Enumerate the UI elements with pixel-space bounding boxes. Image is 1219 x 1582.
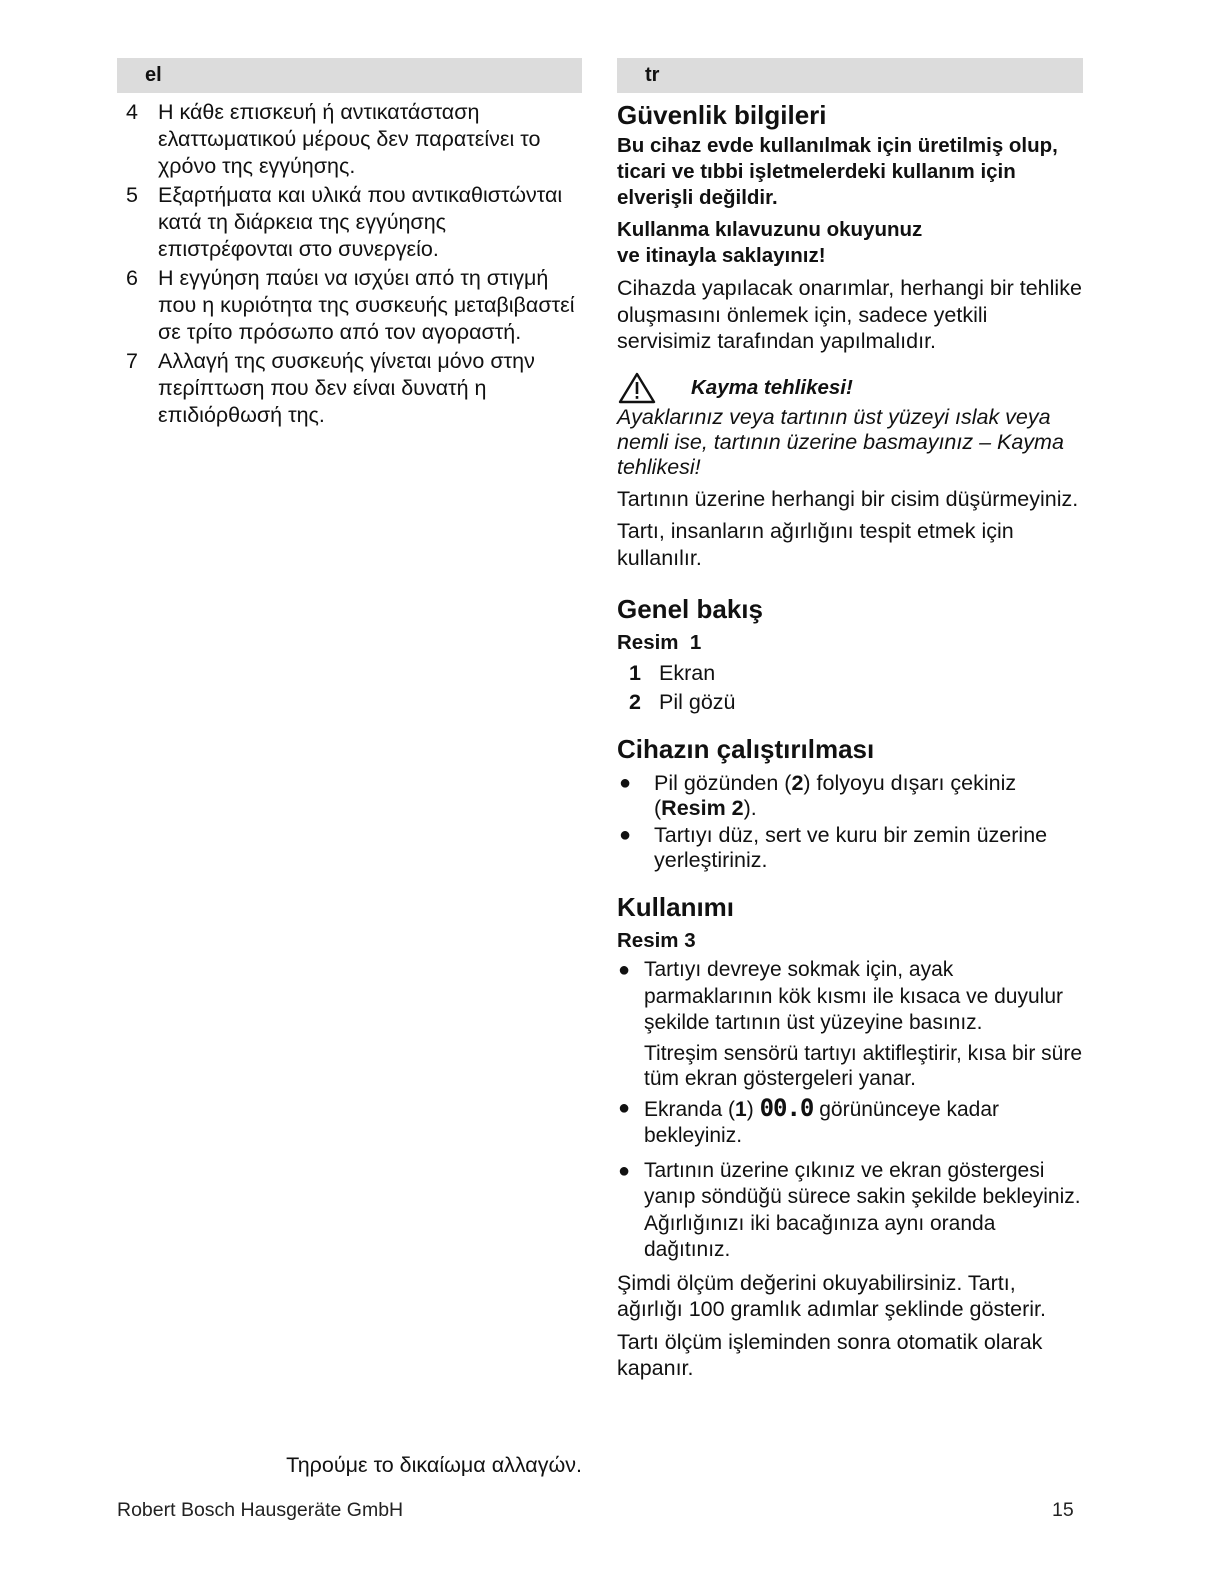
item-text: Η κάθε επισκευή ή αντικατάσταση ελαττωματικού μέρους δεν παρατείνει το χρόνο της εγγύησης. <box>158 100 541 178</box>
warning-triangle-icon <box>617 371 657 405</box>
bullet-text: Ekranda (1) 00.0 görününceye kadar bekleyiniz. <box>644 1093 1000 1147</box>
item-number: 4 <box>126 100 138 124</box>
list-item <box>617 957 1083 1037</box>
language-tab-tr: tr <box>617 58 1083 93</box>
legend-item <box>617 688 1083 717</box>
bullet-text: Pil gözünden (2) folyoyu dışarı çekiniz (Resim 2). <box>654 771 1017 820</box>
bullet-text: Tartıyı düz, sert ve kuru bir zemin üzerine yerleştiriniz. <box>654 823 1048 872</box>
lcd-display-value: 00.0 <box>759 1093 814 1122</box>
warranty-list <box>117 99 582 429</box>
safety-paragraph: Tartı, insanların ağırlığını tespit etmek için kullanılır. <box>617 519 1014 570</box>
bullet-icon: ● <box>618 1096 631 1119</box>
legend-label: Ekran <box>659 661 716 685</box>
repair-paragraph: Cihazda yapılacak onarımlar, herhangi bir tehlike oluşmasını önlemek için, sadece yetkili servisimiz tarafından yapılmalıdır. <box>617 276 1082 353</box>
figure-label: Resim 1 <box>617 631 702 654</box>
list-item <box>117 265 582 346</box>
safety-paragraph: Tartının üzerine herhangi bir cisim düşürmeyiniz. <box>617 486 1079 511</box>
bullet-icon: ● <box>618 1159 631 1182</box>
bullet-icon: ● <box>619 772 632 794</box>
warning-title: Kayma tehlikesi! <box>691 375 853 399</box>
item-number: 5 <box>126 183 138 207</box>
bullet-text: Tartıyı devreye sokmak için, ayak parmaklarının kök kısmı ile kısaca ve duyulur şekilde tartının üst yüzeyine basınız. <box>644 958 1063 1034</box>
list-item <box>617 771 1083 821</box>
legend-item <box>617 659 1083 688</box>
manual-note-line1: Kullanma kılavuzunu okuyunuz <box>617 218 923 241</box>
usage-paragraph: Tartı ölçüm işleminden sonra otomatik olarak kapanır. <box>617 1329 1043 1380</box>
startup-heading: Cihazın çalıştırılması <box>617 734 875 764</box>
overview-heading: Genel bakış <box>617 594 763 624</box>
figure-label: Resim 3 <box>617 929 696 952</box>
list-item <box>117 182 582 263</box>
item-number: 7 <box>126 349 138 373</box>
bullet-icon: ● <box>618 959 631 981</box>
language-tab-el: el <box>117 58 582 93</box>
bullet-note: Titreşim sensörü tartıyı aktifleştirir, kısa bir süre tüm ekran göstergeleri yanar. <box>644 1041 1082 1090</box>
warning-text: Ayaklarınız veya tartının üst yüzeyi ıslak veya nemli ise, tartının üzerine basmayınız – Kayma tehlikesi! <box>617 404 1064 479</box>
manual-note <box>617 217 1083 269</box>
bullet-icon: ● <box>619 824 632 846</box>
rights-reserved-note: Τηρούμε το δικαίωμα αλλαγών. <box>286 1453 582 1477</box>
legend-label: Pil gözü <box>659 690 736 714</box>
safety-heading: Güvenlik bilgileri <box>617 100 827 130</box>
list-item <box>117 348 582 429</box>
list-item <box>617 823 1083 873</box>
list-item <box>617 1095 1083 1150</box>
legend-number: 2 <box>629 690 641 714</box>
right-column <box>617 58 1083 1382</box>
list-item <box>117 99 582 180</box>
page-number: 15 <box>1052 1499 1074 1521</box>
left-column <box>117 58 582 1478</box>
list-item <box>617 1158 1083 1264</box>
usage-heading: Kullanımı <box>617 892 735 922</box>
footer-company: Robert Bosch Hausgeräte GmbH <box>117 1499 404 1521</box>
manual-note-line2: ve itinayla saklayınız! <box>617 244 826 267</box>
item-text: Αλλαγή της συσκευής γίνεται μόνο στην περίπτωση που δεν είναι δυνατή η επιδιόρθωσή της. <box>158 349 535 427</box>
item-text: Εξαρτήματα και υλικά που αντικαθιστώνται κατά τη διάρκεια της εγγύησης επιστρέφονται στο συνεργείο. <box>158 183 563 261</box>
warning-header <box>617 371 1083 405</box>
bullet-text: Tartının üzerine çıkınız ve ekran göstergesi yanıp söndüğü sürece sakin şekilde bekleyiniz. Ağırlığınızı iki bacağınıza aynı oranda dağıtınız. <box>644 1158 1081 1261</box>
safety-intro: Bu cihaz evde kullanılmak için üretilmiş olup, ticari ve tıbbi işletmelerdeki kullanım için elverişli değildir. <box>617 134 1058 209</box>
item-number: 6 <box>126 266 138 290</box>
item-text: Η εγγύηση παύει να ισχύει από τη στιγμή που η κυριότητα της συσκευής μεταβιβαστεί σε τρίτο πρόσωπο από τον αγοραστή. <box>158 266 575 344</box>
legend-number: 1 <box>629 661 641 685</box>
usage-paragraph: Şimdi ölçüm değerini okuyabilirsiniz. Tartı, ağırlığı 100 gramlık adımlar şeklinde gösterir. <box>617 1270 1047 1321</box>
